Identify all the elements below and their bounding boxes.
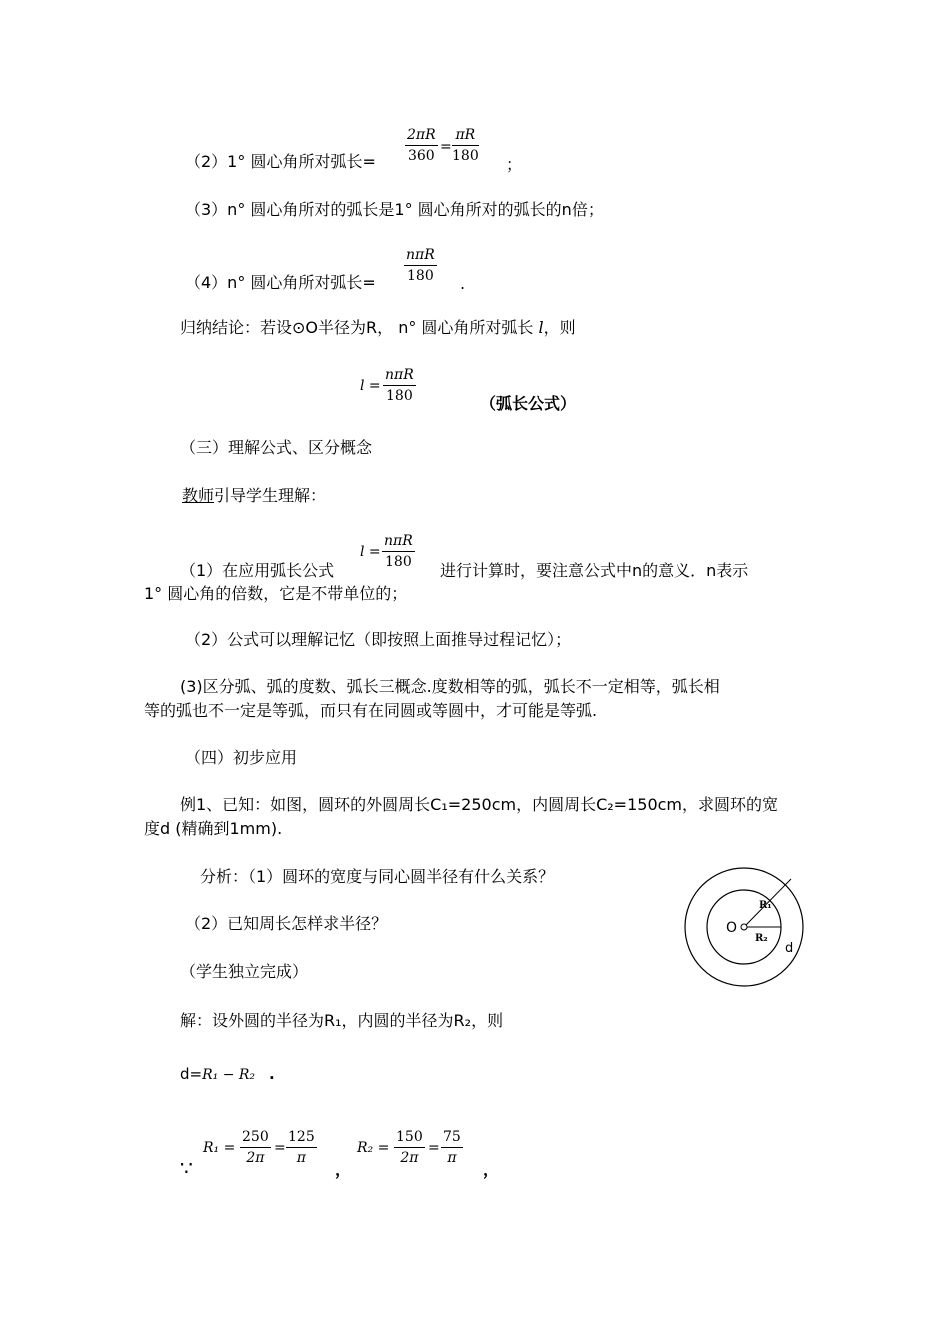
d-equation: d=R₁ − R₂ . <box>180 1065 275 1083</box>
comma-1: ， <box>335 1160 352 1179</box>
equals-sign: = <box>274 1140 286 1156</box>
section-4-heading: （四）初步应用 <box>185 748 298 767</box>
conclusion-text: 归纳结论：若设⊙O半径为R， n° 圆心角所对弧长 l，则 <box>180 318 576 337</box>
fraction-npiR-180: nπR 180 <box>406 247 435 284</box>
example-1-line2: 度d (精确到1mm). <box>144 819 283 838</box>
formula-inline-lhs: l = <box>360 544 381 560</box>
solution-line: 解：设外圆的半径为R₁，内圆的半径为R₂，则 <box>180 1011 504 1030</box>
item-4-text: （4）n° 圆心角所对弧长= <box>185 273 376 292</box>
analysis-1: 分析：（1）圆环的宽度与同心圆半径有什么关系？ <box>200 867 555 886</box>
item-4-period: . <box>460 274 466 293</box>
section-3-heading: （三）理解公式、区分概念 <box>180 438 373 457</box>
point-1-start: （1）在应用弧长公式 <box>180 561 335 580</box>
formula-lhs: l = <box>360 378 381 394</box>
example-1-line1: 例1、已知：如图，圆环的外圆周长C₁=250cm，内圆周长C₂=150cm，求圆环的宽 <box>180 795 779 814</box>
fraction-arc-formula: nπR 180 <box>385 367 414 404</box>
point-2: （2）公式可以理解记忆（即按照上面推导过程记忆）； <box>185 630 572 649</box>
teacher-line: 教师引导学生理解： <box>182 486 327 505</box>
point-3-line1: (3)区分弧、弧的度数、弧长三概念.度数相等的弧，弧长不一定相等，弧长相 <box>180 677 720 696</box>
equals-sign: = <box>428 1140 440 1156</box>
fraction-inline-formula: nπR 180 <box>384 533 413 570</box>
point-1-continued: 进行计算时，要注意公式中n的意义．n表示 <box>440 561 749 580</box>
analysis-2: （2）已知周长怎样求半径？ <box>185 914 388 933</box>
r2-label: R₂ <box>755 933 768 944</box>
r1-lhs: R₁ = <box>203 1140 236 1156</box>
formula-name: （弧长公式） <box>480 394 577 413</box>
comma-2: ， <box>483 1160 500 1179</box>
d-label: d <box>785 941 794 956</box>
fraction-2piR-360: 2πR 360 <box>407 127 436 164</box>
fraction-250-2pi: 250 2π <box>242 1129 269 1166</box>
item-2-semicolon: ； <box>506 155 523 174</box>
item-2-text: （2）1° 圆心角所对弧长= <box>185 152 376 171</box>
student-complete: （学生独立完成） <box>180 962 309 981</box>
because-symbol: ∵ <box>180 1156 193 1180</box>
fraction-125-pi: 125 π <box>288 1129 315 1166</box>
r2-lhs: R₂ = <box>357 1140 390 1156</box>
r1-label: R₁ <box>759 900 772 911</box>
point-1-line2: 1° 圆心角的倍数，它是不带单位的； <box>144 584 408 603</box>
center-label: O <box>726 920 738 936</box>
item-3-text: （3）n° 圆心角所对的弧长是1° 圆心角所对的弧长的n倍； <box>185 200 604 219</box>
fraction-75-pi: 75 π <box>443 1129 461 1166</box>
point-3-line2: 等的弧也不一定是等弧，而只有在同圆或等圆中，才可能是等弧. <box>144 701 598 720</box>
fraction-150-2pi: 150 2π <box>396 1129 423 1166</box>
annulus-figure <box>682 866 810 994</box>
fraction-piR-180: πR 180 <box>452 127 479 164</box>
equals-sign: = <box>440 139 452 155</box>
